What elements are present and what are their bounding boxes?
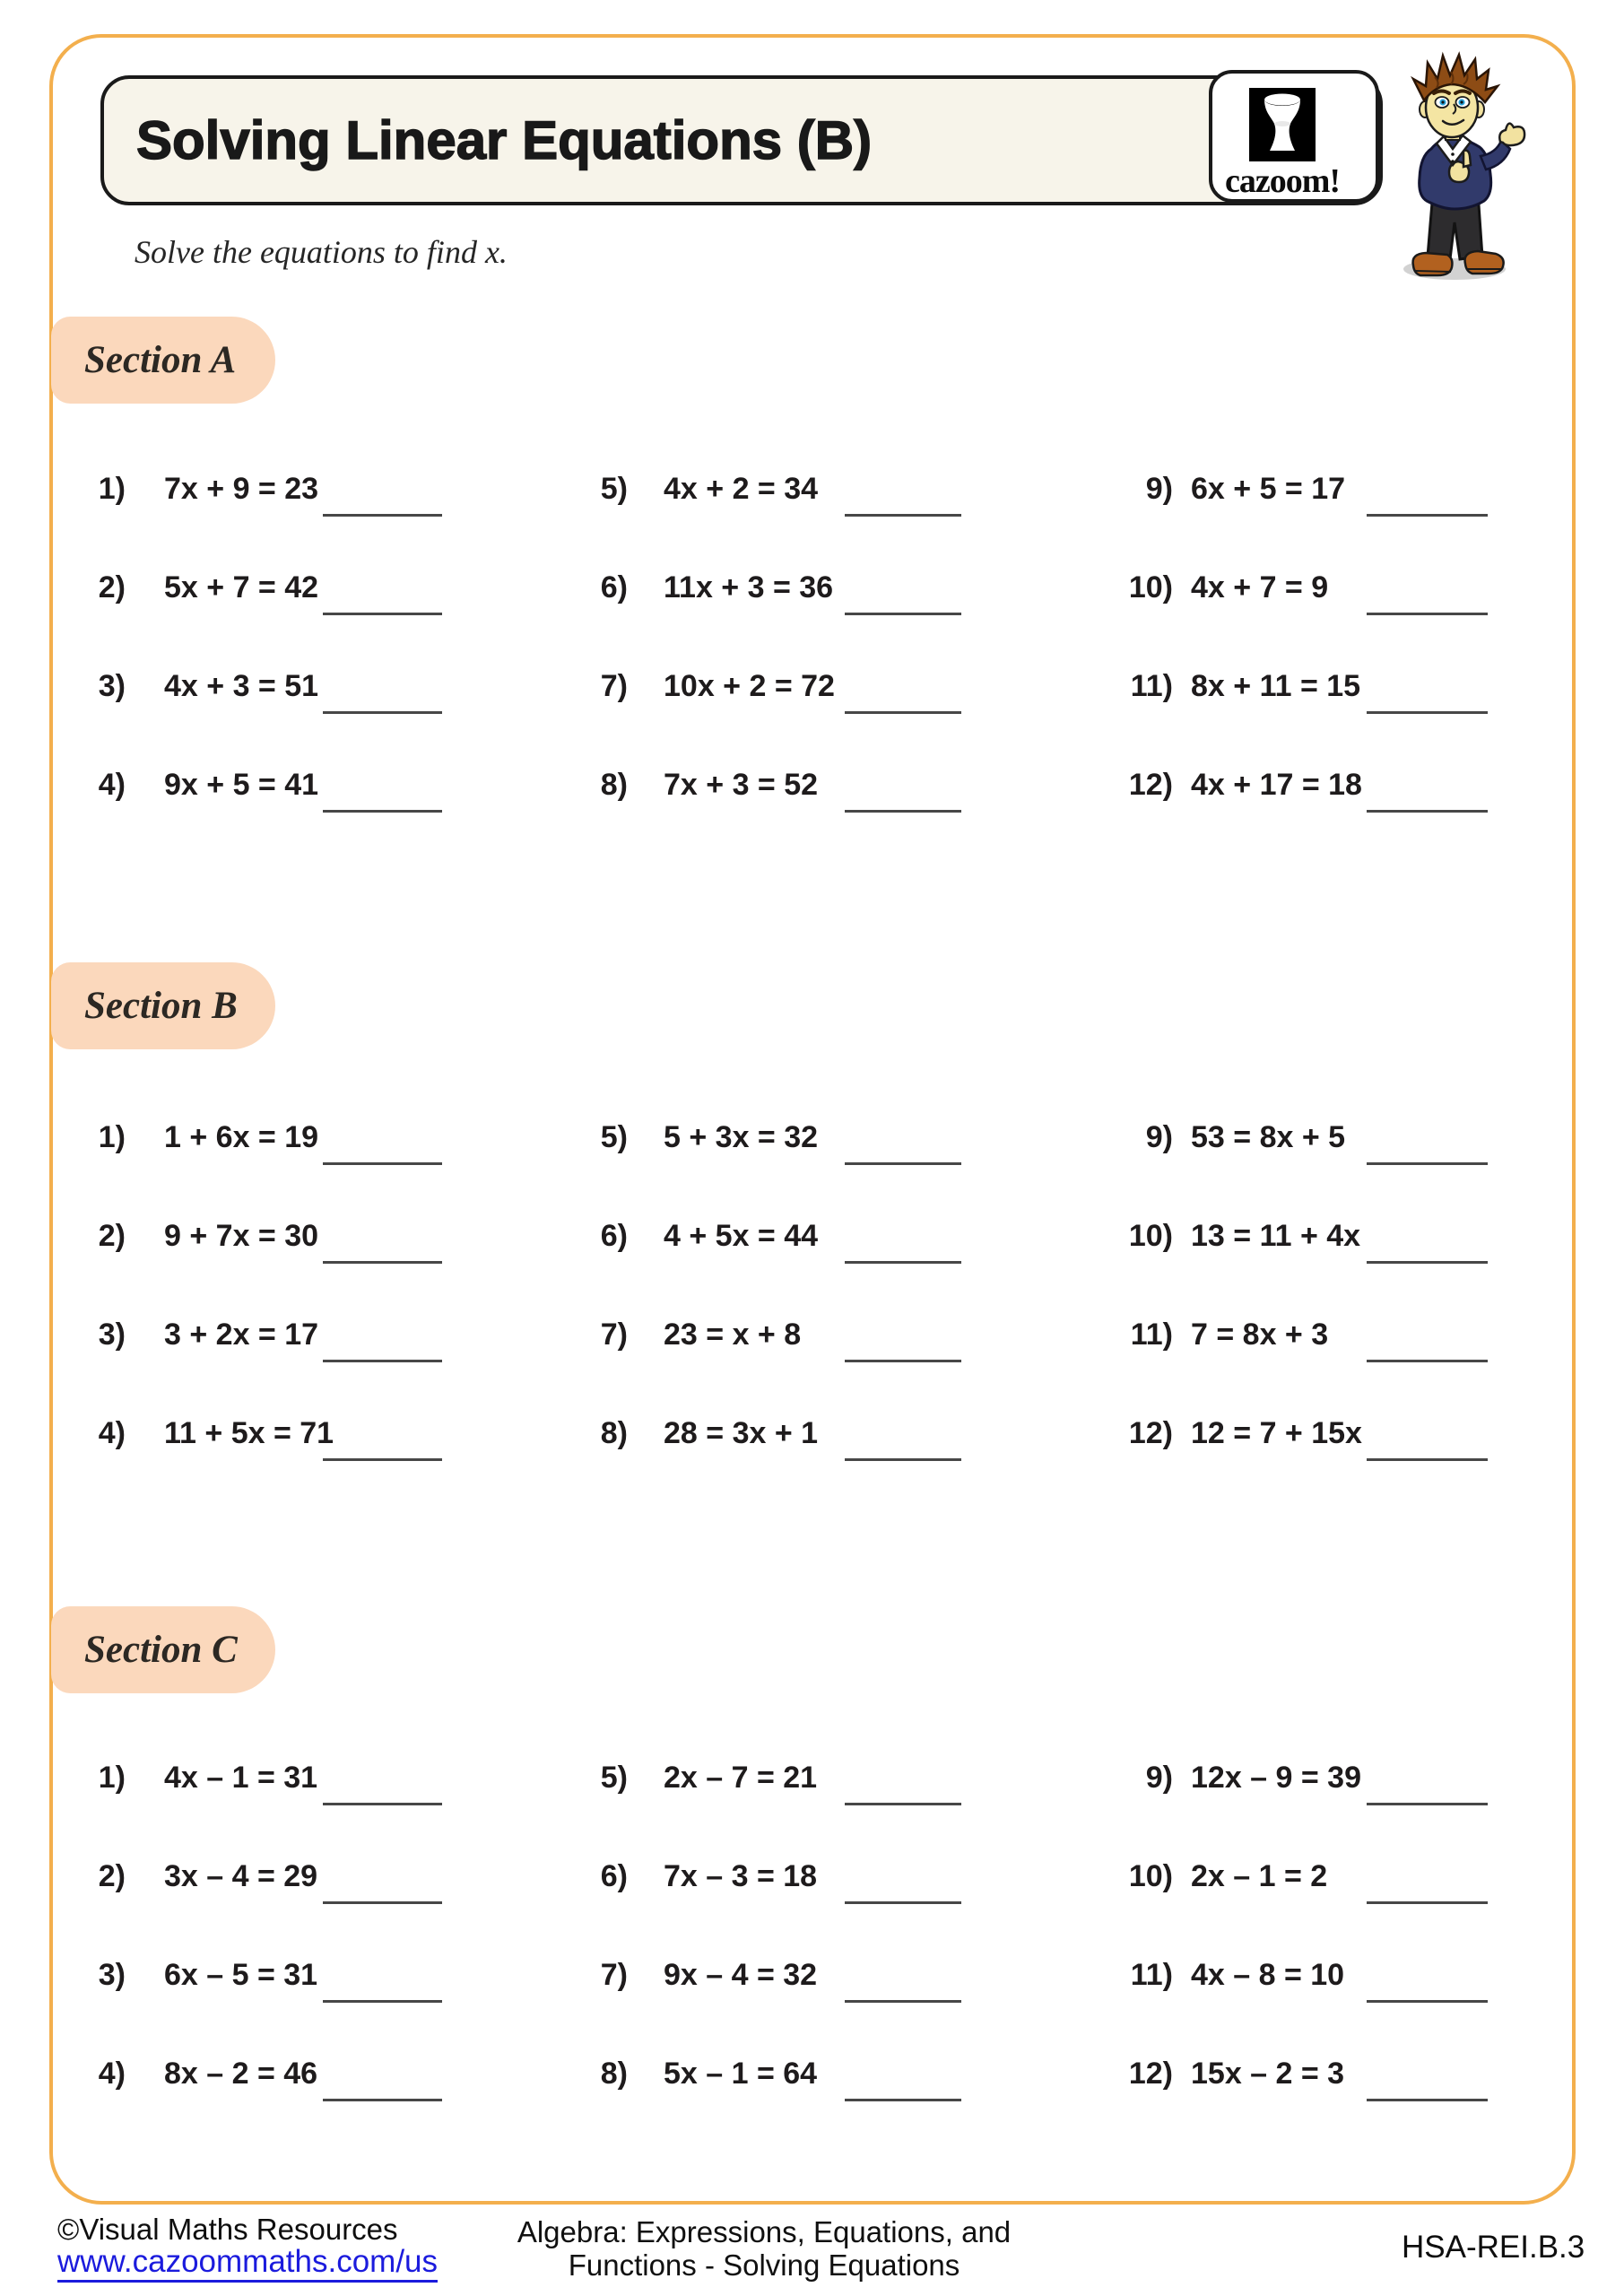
problem-equation: 28 = 3x + 1 bbox=[664, 1416, 819, 1450]
problem-equation: 4 + 5x = 44 bbox=[664, 1219, 819, 1253]
problem-equation: 4x – 8 = 10 bbox=[1191, 1958, 1345, 1992]
djembe-drum-icon bbox=[1249, 88, 1316, 161]
problem-equation: 8x – 2 = 46 bbox=[164, 2057, 318, 2091]
problem-number: 6) bbox=[600, 570, 628, 604]
problem-equation: 9x + 5 = 41 bbox=[164, 768, 319, 802]
category-text bbox=[517, 2215, 1011, 2282]
problem-equation: 5x + 7 = 42 bbox=[164, 570, 319, 604]
standard-code: HSA-REI.B.3 bbox=[1402, 2230, 1585, 2265]
problem-number: 9) bbox=[1145, 1120, 1173, 1154]
problem-number: 8) bbox=[600, 1416, 628, 1450]
problem-number: 7) bbox=[600, 669, 628, 703]
problem-equation: 12x – 9 = 39 bbox=[1191, 1761, 1362, 1795]
problem-number: 10) bbox=[1128, 1219, 1173, 1253]
problem-equation: 11x + 3 = 36 bbox=[664, 570, 834, 604]
website-link[interactable]: www.cazoommaths.com/us bbox=[57, 2244, 438, 2283]
cazoom-logo bbox=[1209, 70, 1379, 203]
problem-equation: 6x – 5 = 31 bbox=[164, 1958, 318, 1992]
problem-equation: 3 + 2x = 17 bbox=[164, 1318, 319, 1352]
problem-equation: 5 + 3x = 32 bbox=[664, 1120, 819, 1154]
problem-equation: 8x + 11 = 15 bbox=[1191, 669, 1361, 703]
problem-equation: 7x + 9 = 23 bbox=[164, 472, 319, 506]
problem-number: 12) bbox=[1128, 2057, 1173, 2091]
problem-number: 2) bbox=[98, 570, 126, 604]
problem-number: 3) bbox=[98, 669, 126, 703]
problem-equation: 53 = 8x + 5 bbox=[1191, 1120, 1346, 1154]
instruction-text: Solve the equations to find x. bbox=[135, 234, 508, 270]
copyright-text: ©Visual Maths Resources bbox=[57, 2213, 398, 2246]
problem-number: 4) bbox=[98, 1416, 126, 1450]
problem-equation: 23 = x + 8 bbox=[664, 1318, 802, 1352]
section-a-label: Section A bbox=[84, 339, 237, 381]
problem-number: 5) bbox=[600, 1761, 628, 1795]
problem-number: 11) bbox=[1130, 669, 1173, 703]
problem-equation: 11 + 5x = 71 bbox=[164, 1416, 334, 1450]
problem-number: 3) bbox=[98, 1958, 126, 1992]
problem-equation: 6x + 5 = 17 bbox=[1191, 472, 1346, 506]
problem-number: 6) bbox=[600, 1859, 628, 1893]
problem-number: 7) bbox=[600, 1318, 628, 1352]
problem-number: 1) bbox=[98, 1120, 126, 1154]
problem-equation: 4x + 7 = 9 bbox=[1191, 570, 1329, 604]
problem-equation: 7 = 8x + 3 bbox=[1191, 1318, 1329, 1352]
problem-number: 8) bbox=[600, 2057, 628, 2091]
problem-number: 2) bbox=[98, 1859, 126, 1893]
problem-equation: 3x – 4 = 29 bbox=[164, 1859, 318, 1893]
problem-equation: 1 + 6x = 19 bbox=[164, 1120, 319, 1154]
problem-equation: 4x + 17 = 18 bbox=[1191, 768, 1362, 802]
section-c-label: Section C bbox=[84, 1629, 238, 1671]
problem-equation: 7x – 3 = 18 bbox=[664, 1859, 818, 1893]
problem-equation: 4x + 2 = 34 bbox=[664, 472, 819, 506]
problem-number: 9) bbox=[1145, 472, 1173, 506]
problem-equation: 13 = 11 + 4x bbox=[1191, 1219, 1361, 1253]
problem-equation: 15x – 2 = 3 bbox=[1191, 2057, 1345, 2091]
problem-number: 4) bbox=[98, 768, 126, 802]
problem-equation: 9 + 7x = 30 bbox=[164, 1219, 319, 1253]
problem-equation: 4x + 3 = 51 bbox=[164, 669, 319, 703]
problem-equation: 4x – 1 = 31 bbox=[164, 1761, 318, 1795]
problem-number: 5) bbox=[600, 472, 628, 506]
problem-equation: 7x + 3 = 52 bbox=[664, 768, 819, 802]
problem-number: 12) bbox=[1128, 768, 1173, 802]
problem-number: 11) bbox=[1130, 1958, 1173, 1992]
section-b-label: Section B bbox=[84, 985, 238, 1027]
problem-number: 3) bbox=[98, 1318, 126, 1352]
problem-number: 2) bbox=[98, 1219, 126, 1253]
problem-number: 6) bbox=[600, 1219, 628, 1253]
problem-number: 7) bbox=[600, 1958, 628, 1992]
problem-number: 12) bbox=[1128, 1416, 1173, 1450]
category-line1: Algebra: Expressions, Equations, and bbox=[517, 2215, 1012, 2248]
problem-equation: 9x – 4 = 32 bbox=[664, 1958, 818, 1992]
cazoom-logo-text: cazoom! bbox=[1224, 162, 1341, 200]
problem-equation: 10x + 2 = 72 bbox=[664, 669, 835, 703]
problem-number: 5) bbox=[600, 1120, 628, 1154]
problem-number: 4) bbox=[98, 2057, 126, 2091]
problem-number: 8) bbox=[600, 768, 628, 802]
problem-number: 1) bbox=[98, 1761, 126, 1795]
problem-equation: 2x – 1 = 2 bbox=[1191, 1859, 1328, 1893]
page-title: Solving Linear Equations (B) bbox=[136, 110, 873, 170]
problem-equation: 5x – 1 = 64 bbox=[664, 2057, 818, 2091]
problem-equation: 2x – 7 = 21 bbox=[664, 1761, 818, 1795]
problem-number: 11) bbox=[1130, 1318, 1173, 1352]
problem-number: 10) bbox=[1128, 570, 1173, 604]
student-thumbs-up-character bbox=[1395, 50, 1548, 298]
title-box bbox=[100, 75, 1383, 205]
category-line2: Functions - Solving Equations bbox=[568, 2248, 960, 2282]
problem-number: 1) bbox=[98, 472, 126, 506]
problem-equation: 12 = 7 + 15x bbox=[1191, 1416, 1362, 1450]
problem-number: 9) bbox=[1145, 1761, 1173, 1795]
problem-number: 10) bbox=[1128, 1859, 1173, 1893]
